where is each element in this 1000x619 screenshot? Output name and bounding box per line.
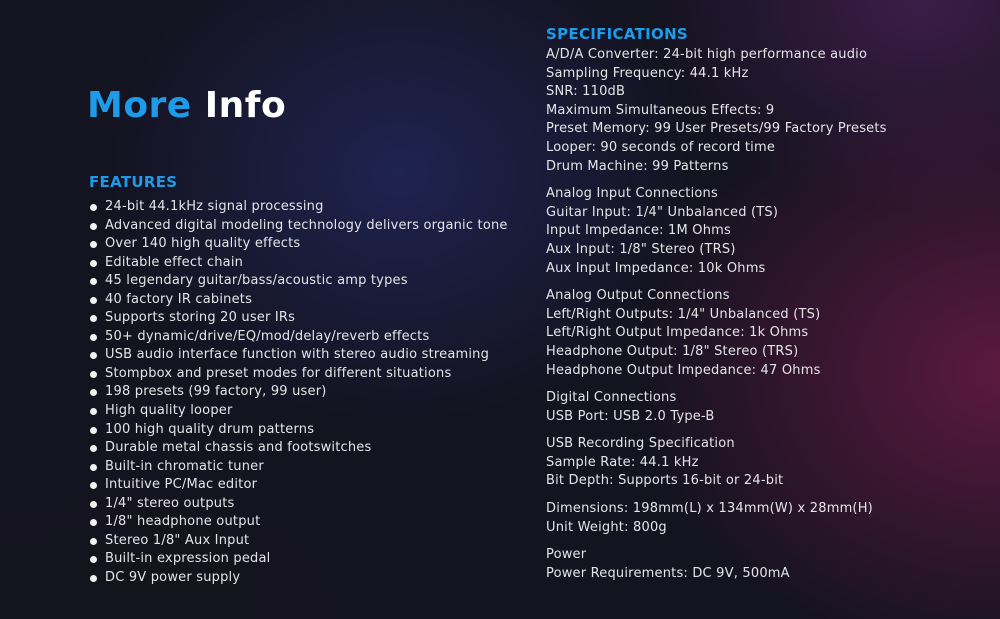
spec-line: Dimensions: 198mm(L) x 134mm(W) x 28mm(H) xyxy=(546,501,873,517)
spec-line: Sample Rate: 44.1 kHz xyxy=(546,454,699,470)
feature-list-item xyxy=(89,421,519,440)
spec-line: Analog Input Connections xyxy=(546,186,718,202)
feature-text: Built-in chromatic tuner xyxy=(105,458,264,474)
feature-list-item xyxy=(89,458,519,477)
bullet-icon xyxy=(90,538,97,545)
spec-line: Bit Depth: Supports 16-bit or 24-bit xyxy=(546,473,784,489)
spec-line: Headphone Output Impedance: 47 Ohms xyxy=(546,362,821,378)
spec-line: Input Impedance: 1M Ohms xyxy=(546,223,731,239)
features-section xyxy=(89,172,519,587)
bullet-icon xyxy=(90,334,97,341)
feature-list-item xyxy=(89,309,519,328)
spec-line: Power xyxy=(546,547,587,563)
title-rest-word: Info xyxy=(204,85,287,126)
spec-line: Left/Right Output Impedance: 1k Ohms xyxy=(546,325,809,341)
spec-line: Maximum Simultaneous Effects: 9 xyxy=(546,102,775,118)
spec-line: Preset Memory: 99 User Presets/99 Factory Presets xyxy=(546,121,887,137)
spec-line: Aux Input: 1/8" Stereo (TRS) xyxy=(546,241,736,257)
feature-list-item xyxy=(89,402,519,421)
spec-group xyxy=(546,185,986,278)
feature-list-item xyxy=(89,328,519,347)
feature-list-item xyxy=(89,550,519,569)
bullet-icon xyxy=(90,297,97,304)
specifications-groups xyxy=(546,46,986,583)
spec-line: Left/Right Outputs: 1/4" Unbalanced (TS) xyxy=(546,306,821,322)
features-heading: FEATURES xyxy=(89,173,178,191)
spec-line: Digital Connections xyxy=(546,390,677,406)
spec-group xyxy=(546,46,986,176)
feature-list-item xyxy=(89,383,519,402)
spec-line: Aux Input Impedance: 10k Ohms xyxy=(546,260,766,276)
spec-line: Guitar Input: 1/4" Unbalanced (TS) xyxy=(546,204,779,220)
bullet-icon xyxy=(90,204,97,211)
feature-text: High quality looper xyxy=(105,403,233,419)
feature-text: 45 legendary guitar/bass/acoustic amp types xyxy=(105,273,408,289)
feature-text: Durable metal chassis and footswitches xyxy=(105,440,372,456)
spec-line: Sampling Frequency: 44.1 kHz xyxy=(546,65,749,81)
specifications-heading: SPECIFICATIONS xyxy=(546,25,689,43)
feature-list-item xyxy=(89,272,519,291)
feature-text: Built-in expression pedal xyxy=(105,551,271,567)
feature-list-item xyxy=(89,532,519,551)
spec-line: A/D/A Converter: 24-bit high performance audio xyxy=(546,47,868,62)
spec-group xyxy=(546,500,986,537)
bullet-icon xyxy=(90,427,97,434)
feature-list-item xyxy=(89,439,519,458)
bullet-icon xyxy=(90,482,97,489)
feature-text: DC 9V power supply xyxy=(105,569,241,585)
feature-text: Advanced digital modeling technology delivers organic tone xyxy=(105,217,508,233)
feature-list-item xyxy=(89,254,519,273)
feature-text: 40 factory IR cabinets xyxy=(105,291,253,307)
feature-text: Supports storing 20 user IRs xyxy=(105,310,296,326)
feature-list-item xyxy=(89,495,519,514)
spec-line: Analog Output Connections xyxy=(546,288,730,304)
spec-line: Looper: 90 seconds of record time xyxy=(546,139,776,155)
bullet-icon xyxy=(90,556,97,563)
feature-text: Stereo 1/8" Aux Input xyxy=(105,532,250,548)
page-title xyxy=(87,84,286,128)
spec-line: USB Recording Specification xyxy=(546,436,735,452)
feature-text: 100 high quality drum patterns xyxy=(105,421,315,437)
spec-line: SNR: 110dB xyxy=(546,84,626,100)
feature-list-item xyxy=(89,513,519,532)
bullet-icon xyxy=(90,464,97,471)
bullet-icon xyxy=(90,445,97,452)
feature-text: 1/8" headphone output xyxy=(105,514,261,530)
feature-text: 50+ dynamic/drive/EQ/mod/delay/reverb effects xyxy=(105,328,430,344)
bullet-icon xyxy=(90,260,97,267)
feature-list-item xyxy=(89,569,519,588)
feature-text: Over 140 high quality effects xyxy=(105,236,301,252)
bullet-icon xyxy=(90,389,97,396)
spec-line: Drum Machine: 99 Patterns xyxy=(546,158,729,174)
feature-text: Editable effect chain xyxy=(105,254,244,270)
bullet-icon xyxy=(90,519,97,526)
feature-text: Intuitive PC/Mac editor xyxy=(105,477,258,493)
spec-group xyxy=(546,287,986,380)
bullet-icon xyxy=(90,501,97,508)
bullet-icon xyxy=(90,315,97,322)
title-accent-word: More xyxy=(87,85,192,126)
feature-list-item xyxy=(89,346,519,365)
spec-line: Power Requirements: DC 9V, 500mA xyxy=(546,565,790,581)
feature-list-item xyxy=(89,235,519,254)
bullet-icon xyxy=(90,278,97,285)
features-list xyxy=(89,198,519,587)
feature-text: 198 presets (99 factory, 99 user) xyxy=(105,384,327,400)
bullet-icon xyxy=(90,241,97,248)
spec-line: Headphone Output: 1/8" Stereo (TRS) xyxy=(546,343,799,359)
bullet-icon xyxy=(90,575,97,582)
feature-text: 1/4" stereo outputs xyxy=(105,495,235,511)
spec-group xyxy=(546,435,986,491)
feature-list-item xyxy=(89,291,519,310)
spec-group xyxy=(546,389,986,426)
feature-list-item xyxy=(89,217,519,236)
bullet-icon xyxy=(90,223,97,230)
feature-text: Stompbox and preset modes for different situations xyxy=(105,365,452,381)
feature-text: USB audio interface function with stereo audio streaming xyxy=(105,347,490,363)
bullet-icon xyxy=(90,371,97,378)
spec-line: USB Port: USB 2.0 Type-B xyxy=(546,408,715,424)
feature-list-item xyxy=(89,365,519,384)
bullet-icon xyxy=(90,352,97,359)
feature-list-item xyxy=(89,476,519,495)
spec-line: Unit Weight: 800g xyxy=(546,519,667,535)
feature-text: 24-bit 44.1kHz signal processing xyxy=(105,199,324,214)
spec-group xyxy=(546,546,986,583)
specifications-section xyxy=(546,24,986,583)
feature-list-item xyxy=(89,198,519,217)
bullet-icon xyxy=(90,408,97,415)
